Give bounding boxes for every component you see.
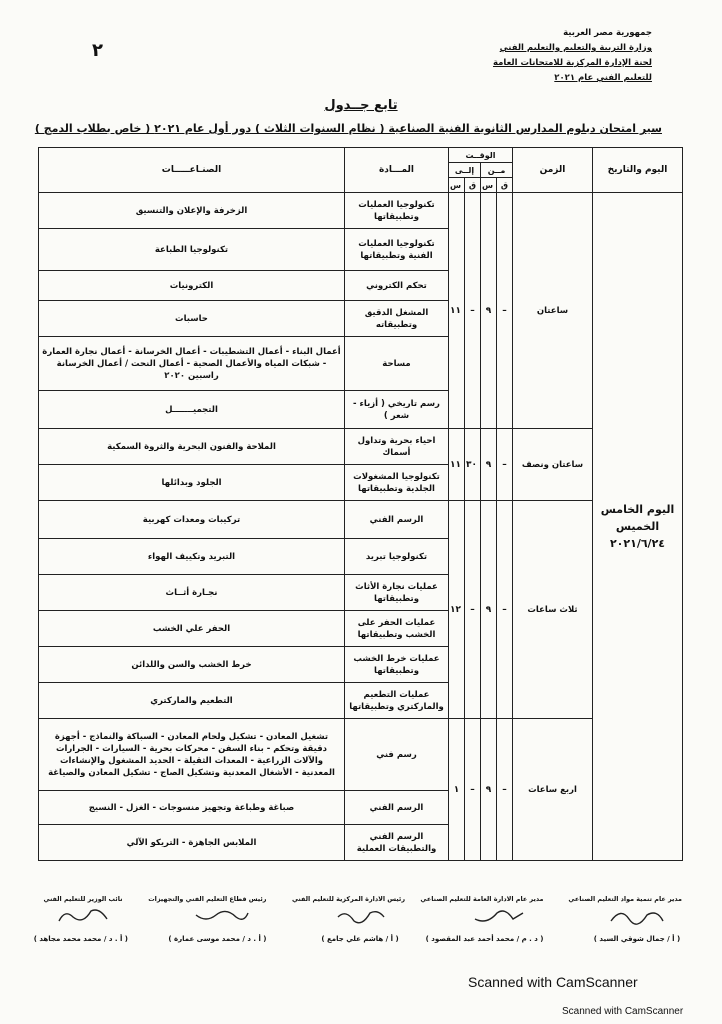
from-s-cell: ٩ [481,719,497,861]
header-from-s: س [481,178,497,193]
header-line-committee: لجنة الإدارة المركزية للامتحانات العامة [492,58,652,68]
table-row [39,719,683,791]
page-number: ٢ [92,40,103,61]
signature-title: مدير عام الادارة العامة للتعليم الصناعي [420,895,544,903]
signature-block [33,895,128,943]
from-s-cell: ٩ [481,501,497,719]
header-subject: المـــادة [345,148,449,193]
header-time: الوقــت [449,148,513,163]
to-s-cell: ١١ [449,193,465,429]
duration-cell: ثلاث ساعات [513,501,593,719]
subject-cell: رسم تاريخي ( أزياء - شعر ) [345,391,449,429]
industries-cell: الحفر علي الخشب [39,611,345,647]
subject-cell: عمليات التطعيم والماركتري وتطبيقاتها [345,683,449,719]
signature-name: ( أ . د / محمد موسى عمارة ) [168,935,267,943]
ministry-header [422,26,652,86]
from-q-cell: – [497,719,513,861]
industries-cell: التبريد وتكييف الهواء [39,539,345,575]
day-label-line: اليوم الخامس [600,503,675,516]
subject-cell: تحكم الكتروني [345,271,449,301]
camscanner-watermark: Scanned with CamScanner [468,974,638,990]
table-row [39,193,683,229]
subject-cell: عمليات نجارة الأثاث وتطبيقاتها [345,575,449,611]
handwritten-signature-icon [330,905,390,927]
document-subtitle [34,122,662,135]
signature-name: ( أ . د / محمد محمد مجاهد ) [33,935,128,943]
header-to: إلــى [449,163,481,178]
subject-cell: عمليات خرط الخشب وتطبيقاتها [345,647,449,683]
table-row [39,429,683,465]
header-to-s: س [449,178,465,193]
subject-cell: تكنولوجيا العمليات الفنية وتطبيقاتها [345,229,449,271]
industries-cell: نجـارة أثــاث [39,575,345,611]
industries-cell: التجميـــــــل [39,391,345,429]
handwritten-signature-icon [53,905,113,927]
header-from: مــن [481,163,513,178]
to-s-cell: ١١ [449,429,465,501]
duration-cell: ساعتان [513,193,593,429]
handwritten-signature-icon [607,905,667,927]
industries-cell: خرط الخشب والسن واللدائن [39,647,345,683]
to-q-cell: – [465,719,481,861]
to-q-cell: ٣٠ [465,429,481,501]
industries-cell: تركيبات ومعدات كهربية [39,501,345,539]
industries-cell: الملاحة والفنون البحرية والثروة السمكية [39,429,345,465]
signature-title: رئيس قطاع التعليم الفني والتجهيزات [148,895,267,903]
industries-cell: صباغة وطباعة وتجهيز منسوجات - الغزل - النسيج [39,791,345,825]
schedule-body [39,193,683,861]
header-duration: الزمن [513,148,593,193]
signature-title: رئيس الادارة المركزية للتعليم الفني [291,895,405,903]
subject-cell: عمليات الحفر على الخشب وتطبيقاتها [345,611,449,647]
industries-cell: تكنولوجيا الطباعة [39,229,345,271]
header-line-ministry: وزارة التربية والتعليم والتعليم الفني [499,43,652,53]
from-q-cell: – [497,429,513,501]
to-s-cell: ١ [449,719,465,861]
industries-cell: الجلود وبدائلها [39,465,345,501]
subject-cell: مساحة [345,337,449,391]
day-cell [593,193,683,861]
handwritten-signature-icon [469,905,529,927]
signature-title: مدير عام تنمية مواد التعليم الصناعي [568,895,682,903]
subject-cell: تكنولوجيا المشغولات الجلدية وتطبيقاتها [345,465,449,501]
signature-block [148,895,267,943]
subject-cell: احياء بحرية وتداول أسماك [345,429,449,465]
subject-cell: تكنولوجيا تبريد [345,539,449,575]
subject-cell: الرسم الفني [345,791,449,825]
subject-cell: الرسم الفني [345,501,449,539]
duration-cell: ساعتان ونصف [513,429,593,501]
to-q-cell: – [465,193,481,429]
header-line-year: للتعليم الفني عام ٢٠٢١ [554,73,652,83]
industries-cell: الزخرفة والإعلان والتنسيق [39,193,345,229]
header-to-q: ق [465,178,481,193]
document-subtitle-text: سير امتحان دبلوم المدارس الثانوية الفنية الصناعية ( نظام السنوات الثلاث ) دور أول عام ٢٠٢١ ( خاص بطلاب الدمج ) [34,122,662,135]
industries-cell: الكترونيات [39,271,345,301]
industries-cell: حاسبات [39,301,345,337]
signature-block [420,895,544,943]
signature-name: ( د . م / محمد أحمد عبد المقصود ) [425,935,544,943]
industries-cell: الملابس الجاهزة - التريكو الآلي [39,825,345,861]
subject-cell: رسم فني [345,719,449,791]
header-day: اليوم والتاريخ [593,148,683,193]
from-s-cell: ٩ [481,429,497,501]
industries-cell: تشغيل المعادن - تشكيل ولحام المعادن - السباكة والنماذج - أجهزة دقيقة وتحكم - بناء السفن - محركات بحرية - السيارات - الجرارات والآلات الزراعية - المعدات الثقيلة - الحديد المشغول والإنشاءات المعدنية - الأشغال المعدنية وتشكيل الصاج - تشكيل المعادن والصياغة [39,719,345,791]
signature-block [291,895,405,943]
signature-name: ( أ / هاشم علي جامع ) [321,935,399,943]
day-label-line: ٢٠٢١/٦/٢٤ [609,537,666,550]
header-line-country: جمهورية مصر العربية [563,28,652,38]
from-s-cell: ٩ [481,193,497,429]
document-title: تابع جــدول [324,98,398,113]
signature-title: نائب الوزير للتعليم الفني [43,895,123,903]
industries-cell: التطعيم والماركتري [39,683,345,719]
to-s-cell: ١٢ [449,501,465,719]
exam-schedule-table [38,147,683,861]
industries-cell: أعمال البناء - أعمال التشطيبات - أعمال الخرسانة - أعمال نجارة العمارة - شبكات المياه والأعمال الصحية - أعمال النحت / أعمال الخرسانة راسبين ٢٠٢٠ [39,337,345,391]
to-q-cell: – [465,501,481,719]
table-row [39,501,683,539]
signatures-row [33,895,682,943]
from-q-cell: – [497,193,513,429]
duration-cell: اربع ساعات [513,719,593,861]
header-from-q: ق [497,178,513,193]
camscanner-footer: Scanned with CamScanner [562,1006,684,1017]
signature-name: ( أ / جمال شوقي السيد ) [593,935,681,943]
subject-cell: الرسم الفني والتطبيقات العملية [345,825,449,861]
subject-cell: تكنولوجيا العمليات وتطبيقاتها [345,193,449,229]
handwritten-signature-icon [192,905,252,927]
from-q-cell: – [497,501,513,719]
day-label-line: الخميس [615,520,660,533]
subject-cell: المشغل الدقيق وتطبيقاته [345,301,449,337]
signature-block [568,895,682,943]
header-industries: الصنـاعـــــات [39,148,345,193]
